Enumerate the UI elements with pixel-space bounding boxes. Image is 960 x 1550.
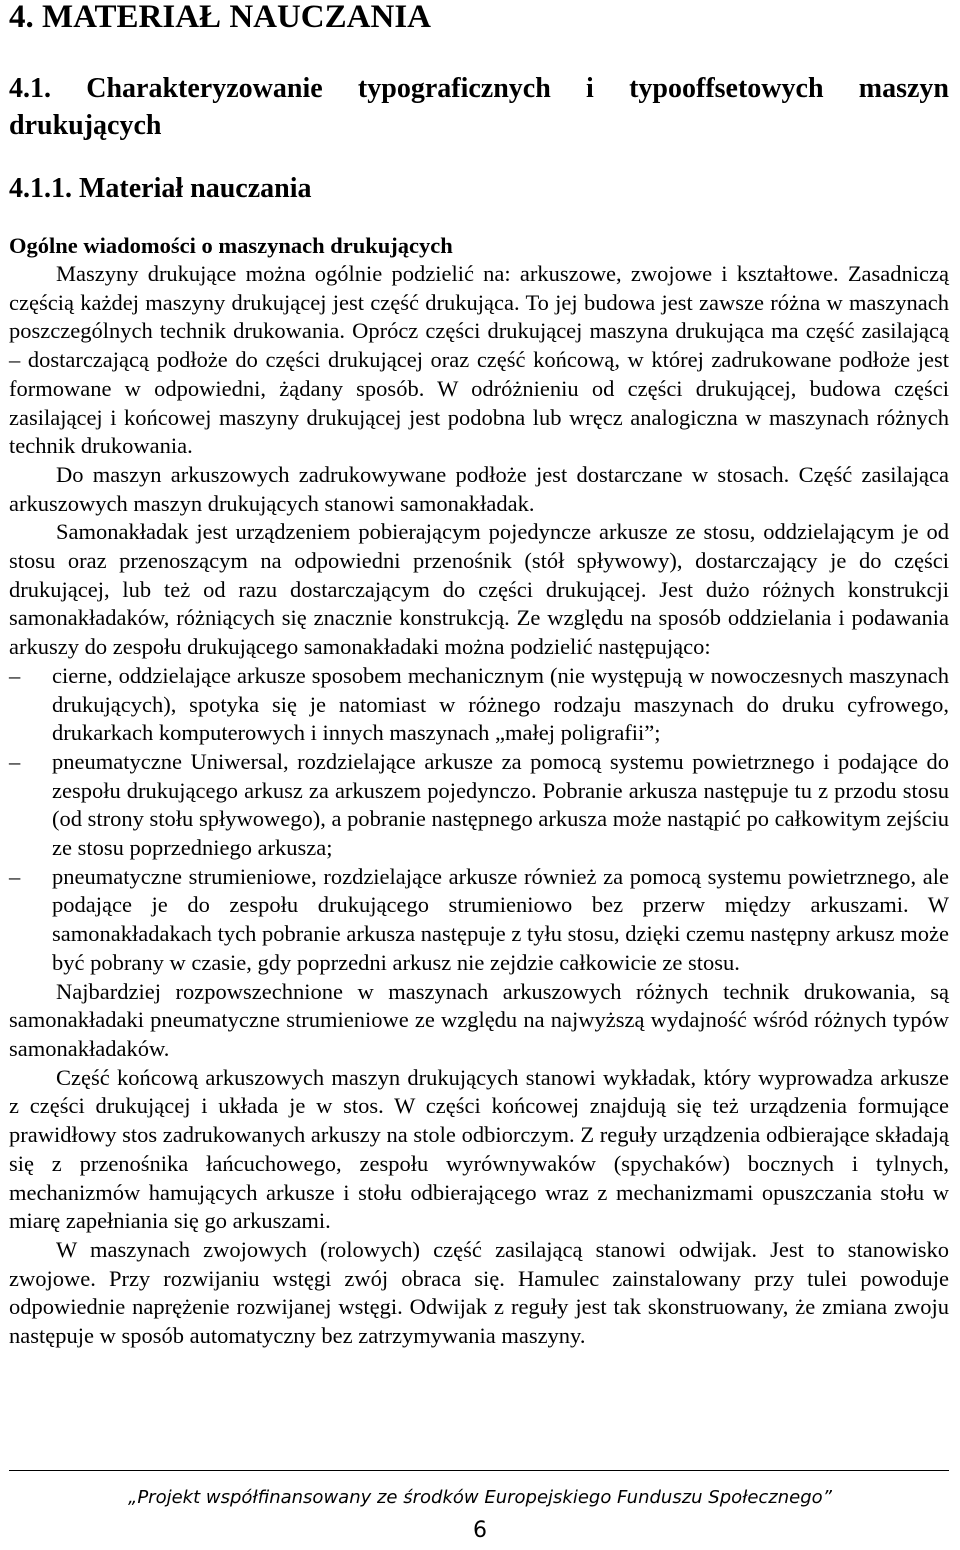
list-dash: –	[9, 662, 21, 688]
list-item	[9, 863, 949, 978]
feeder-types-list	[9, 662, 949, 978]
page-number: 6	[473, 1518, 487, 1543]
subsection-title: 4.1.1. Materiał nauczania	[9, 173, 312, 204]
list-dash: –	[9, 863, 21, 889]
list-dash: –	[9, 748, 21, 774]
paragraph: W maszynach zwojowych (rolowych) część zasilającą stanowi odwijak. Jest to stanowisko zwojowe. Przy rozwijaniu wstęgi zwój obraca się. Hamulec zainstalowany przy tulei powoduje odpowiednie naprężenie rozwijanej wstęgi. Odwijak z reguły jest tak skonstruowany, że zmiana zwoju następuje w sposób automatyczny bez zatrzymywania maszyny.	[9, 1236, 949, 1349]
list-item-text: pneumatyczne Uniwersal, rozdzielające arkusze za pomocą systemu powietrznego i podające do zespołu drukującego arkusz za arkuszem pojedynczo. Pobranie arkusza następuje tu z przodu stosu (od strony stołu spływowego), a pobranie następnego arkusza może nastąpić po całkowitym zejściu ze stosu poprzedniego arkusza;	[52, 748, 949, 861]
paragraph: Najbardziej rozpowszechnione w maszynach arkuszowych różnych technik drukowania, są samonakładaki pneumatyczne strumieniowe ze względu na najwyższą wydajność wśród różnych typów samonakładaków.	[9, 978, 949, 1061]
list-item-text: pneumatyczne strumieniowe, rozdzielające arkusze również za pomocą systemu powietrznego, ale podające je do zespołu drukującego strumieniowo bez przerw między arkuszami. W samonakładakach tych pobranie arkusza następuje z tyłu stosu, dzięki czemu następny arkusz może być pobrany w czasie, gdy poprzedni arkusz nie zejdzie całkowicie ze stosu.	[52, 863, 949, 975]
list-item	[9, 662, 949, 748]
paragraph: Część końcową arkuszowych maszyn drukujących stanowi wykładak, który wyprowadza arkusze z części drukującej i układa je w stos. W części końcowej znajdują się też urządzenia formujące prawidłowy stos zadrukowanych arkuszy na stole odbiorczym. Z reguły urządzenia odbierające składają się z przenośnika łańcuchowego, zespołu wyrównywaków (spychaków) bocznych i tylnych, mechanizmów hamujących arkusze i stołu odbierającego wraz z mechanizmami opuszczania stołu w miarę zapełniania się go arkuszami.	[9, 1064, 949, 1234]
page-content	[9, 0, 949, 1351]
list-item	[9, 748, 949, 863]
footer-note: „Projekt współfinansowany ze środków Europejskiego Funduszu Społecznego”	[128, 1487, 832, 1508]
paragraph: Samonakładak jest urządzeniem pobierającym pojedyncze arkusze ze stosu, oddzielającym je od stosu oraz przenoszącym na odpowiedni przenośnik (stół spływowy), dostarczający je do części drukującej, lub też od razu dostarczającym do części drukującej. Jest dużo różnych konstrukcji samonakładaków, różniących się znacznie konstrukcją. Ze względu na sposób oddzielania i podawania arkuszy do zespołu drukującego samonakładaki można podzielić następująco:	[9, 519, 949, 660]
footer-divider	[9, 1470, 949, 1471]
section-title: 4.1. Charakteryzowanie typograficznych i typooffsetowych maszyn drukujących	[9, 73, 949, 141]
page-footer	[0, 1470, 960, 1544]
paragraph: Maszyny drukujące można ogólnie podzielić na: arkuszowe, zwojowe i kształtowe. Zasadniczą częścią każdej maszyny drukującej jest część drukująca. To jej budowa jest zawsze różna w maszynach poszczególnych technik drukowania. Oprócz części drukującej maszyna drukująca ma część zasilającą – dostarczającą podłoże do części drukującej oraz część końcową, w której zadrukowane podłoże jest formowane w odpowiedni, żądany sposób. W odróżnieniu od części drukującej, budowa części zasilającej i końcowej maszyny drukującej jest podobna lub wręcz analogiczna w maszynach różnych technik drukowania.	[9, 261, 949, 459]
paragraph: Do maszyn arkuszowych zadrukowywane podłoże jest dostarczane w stosach. Część zasilająca arkuszowych maszyn drukujących stanowi samonakładak.	[9, 461, 949, 516]
topic-heading: Ogólne wiadomości o maszynach drukujących	[9, 233, 453, 258]
body-text	[9, 260, 949, 1351]
list-item-text: cierne, oddzielające arkusze sposobem mechanicznym (nie występują w nowoczesnych maszynach drukujących), spotyka się je natomiast w różnego rodzaju maszynach do druku cyfrowego, drukarkach komputerowych i innych maszynach „małej poligrafii”;	[52, 662, 949, 746]
chapter-title: 4. MATERIAŁ NAUCZANIA	[9, 0, 431, 34]
